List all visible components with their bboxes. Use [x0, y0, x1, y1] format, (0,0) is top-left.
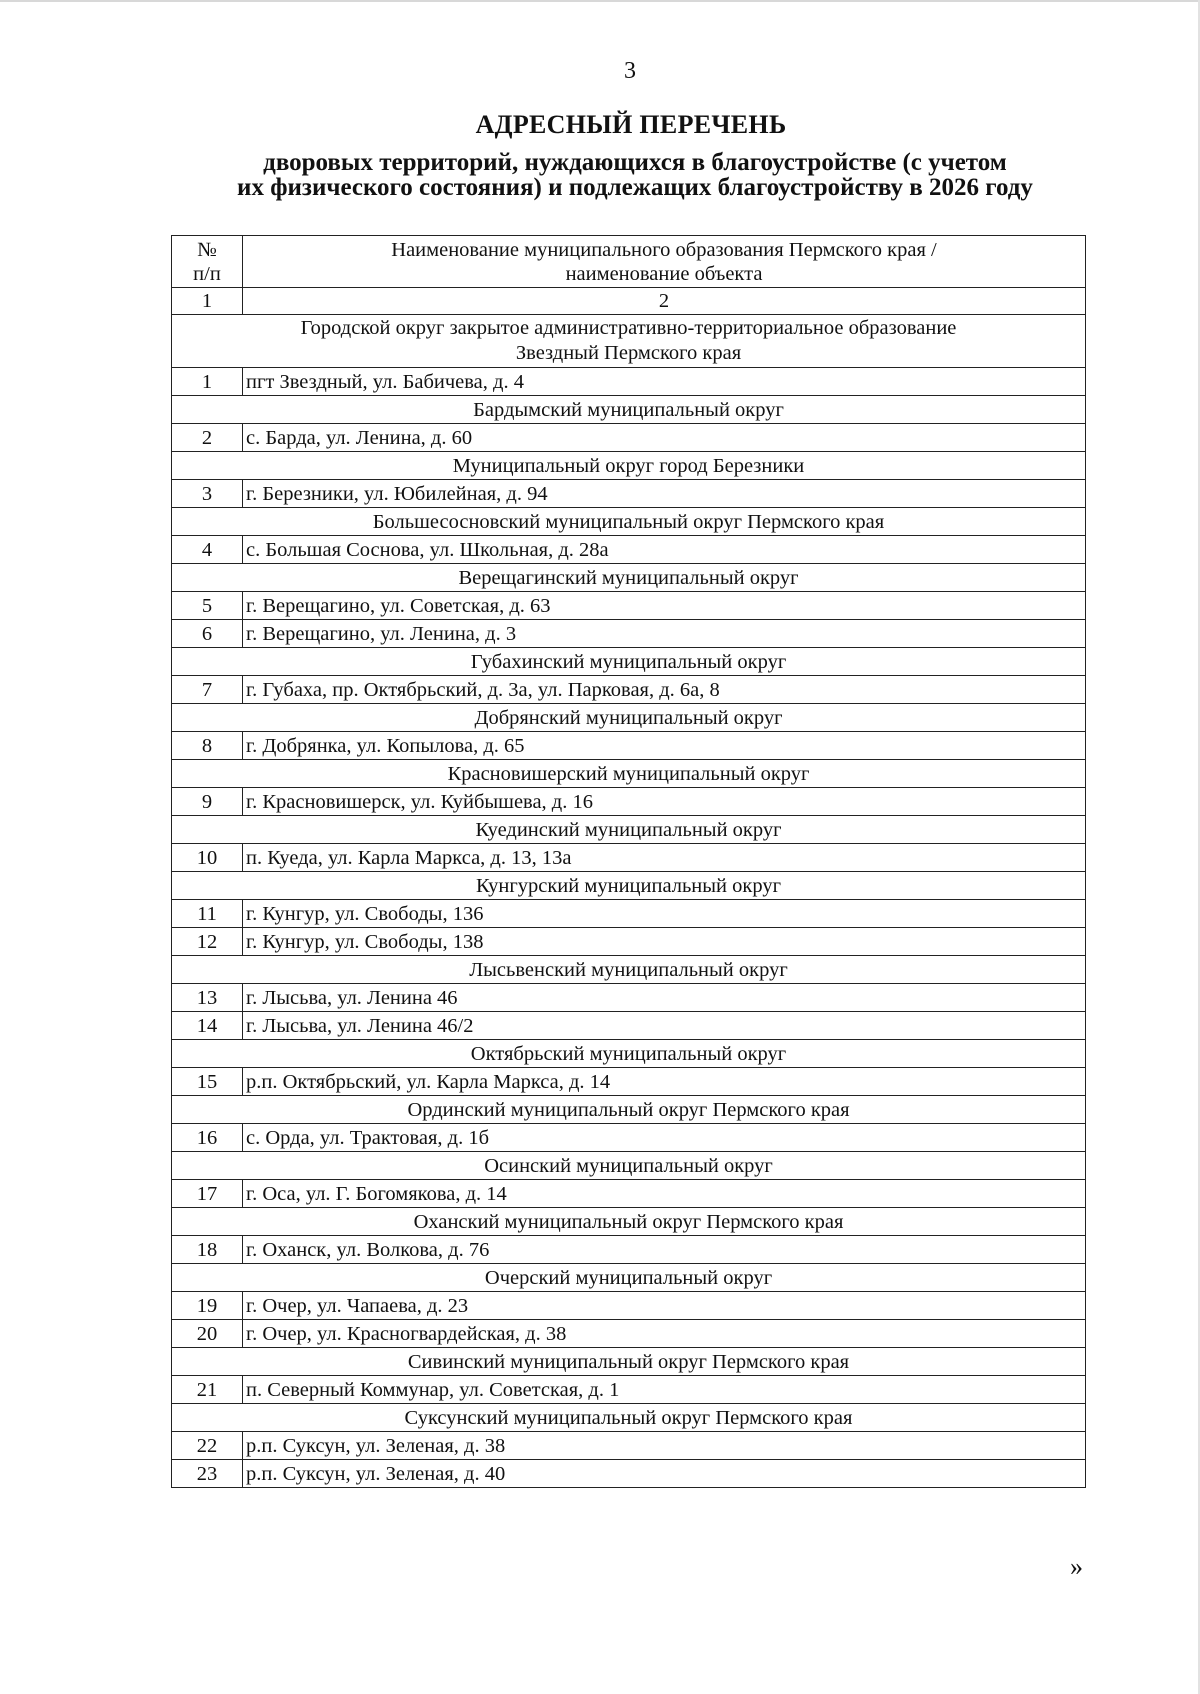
- municipality-name-line-1: Лысьвенский муниципальный округ: [469, 958, 788, 981]
- object-address: г. Лысьва, ул. Ленина 46: [243, 984, 1086, 1012]
- object-address: г. Очер, ул. Красногвардейская, д. 38: [243, 1320, 1086, 1348]
- row-number: 22: [172, 1432, 243, 1460]
- municipality-name: [172, 508, 1086, 536]
- row-number: 2: [172, 424, 243, 452]
- municipality-name: [172, 1348, 1086, 1376]
- municipality-name: [172, 564, 1086, 592]
- row-number: 17: [172, 1180, 243, 1208]
- object-address: р.п. Суксун, ул. Зеленая, д. 40: [243, 1460, 1086, 1488]
- municipality-name-line-1: Губахинский муниципальный округ: [470, 650, 787, 673]
- municipality-name: [172, 1040, 1086, 1068]
- object-address: г. Губаха, пр. Октябрьский, д. 3а, ул. Парковая, д. 6а, 8: [243, 676, 1086, 704]
- row-number: 16: [172, 1124, 243, 1152]
- row-number: 6: [172, 620, 243, 648]
- row-number: 15: [172, 1068, 243, 1096]
- municipality-group-row: [172, 396, 1086, 424]
- municipality-group-row: [172, 1208, 1086, 1236]
- row-number: 14: [172, 1012, 243, 1040]
- row-number: 7: [172, 676, 243, 704]
- table-row: [172, 1292, 1086, 1320]
- row-number: 19: [172, 1292, 243, 1320]
- municipality-name-line-1: Октябрьский муниципальный округ: [470, 1042, 787, 1065]
- municipality-name: [172, 1264, 1086, 1292]
- municipality-name-line-1: Сивинский муниципальный округ Пермского края: [407, 1350, 850, 1373]
- municipality-name-line-1: Очерский муниципальный округ: [484, 1266, 773, 1289]
- header-name-cell: [243, 236, 1086, 288]
- document-title: АДРЕСНЫЙ ПЕРЕЧЕНЬ: [475, 110, 787, 139]
- subtitle-line-1: дворовых территорий, нуждающихся в благоустройстве (с учетом: [263, 149, 1007, 176]
- municipality-name: [172, 1096, 1086, 1124]
- municipality-group-row: [172, 760, 1086, 788]
- row-number: 23: [172, 1460, 243, 1488]
- table-row: [172, 1180, 1086, 1208]
- municipality-name: [172, 1152, 1086, 1180]
- document-subtitle: [170, 150, 1100, 200]
- object-address: с. Барда, ул. Ленина, д. 60: [243, 424, 1086, 452]
- municipality-group-row: [172, 1096, 1086, 1124]
- header-name-line-1: Наименование муниципального образования Пермского края /: [391, 238, 937, 261]
- municipality-group-row: [172, 704, 1086, 732]
- municipality-group-row: [172, 648, 1086, 676]
- object-address: пгт Звездный, ул. Бабичева, д. 4: [243, 368, 1086, 396]
- municipality-name-line-1: Осинский муниципальный округ: [484, 1154, 773, 1177]
- municipality-group-row: [172, 1040, 1086, 1068]
- table-row: [172, 844, 1086, 872]
- table-row: [172, 1320, 1086, 1348]
- column-number-1: 1: [172, 288, 243, 315]
- header-number-cell: [172, 236, 243, 288]
- row-number: 13: [172, 984, 243, 1012]
- object-address: г. Верещагино, ул. Советская, д. 63: [243, 592, 1086, 620]
- table-row: [172, 424, 1086, 452]
- continuation-mark: »: [1070, 1552, 1083, 1581]
- municipality-name: [172, 452, 1086, 480]
- object-address: г. Очер, ул. Чапаева, д. 23: [243, 1292, 1086, 1320]
- table-row: [172, 1376, 1086, 1404]
- municipality-name: [172, 704, 1086, 732]
- municipality-group-row: [172, 1152, 1086, 1180]
- municipality-name: [172, 315, 1086, 368]
- object-address: р.п. Суксун, ул. Зеленая, д. 38: [243, 1432, 1086, 1460]
- municipality-name: [172, 1208, 1086, 1236]
- table-row: [172, 1432, 1086, 1460]
- municipality-name: [172, 816, 1086, 844]
- row-number: 3: [172, 480, 243, 508]
- table-row: [172, 592, 1086, 620]
- object-address: г. Березники, ул. Юбилейная, д. 94: [243, 480, 1086, 508]
- row-number: 20: [172, 1320, 243, 1348]
- municipality-group-row: [172, 816, 1086, 844]
- object-address: с. Орда, ул. Трактовая, д. 1б: [243, 1124, 1086, 1152]
- object-address: г. Кунгур, ул. Свободы, 138: [243, 928, 1086, 956]
- row-number: 21: [172, 1376, 243, 1404]
- table-row: [172, 1460, 1086, 1488]
- municipality-name: [172, 648, 1086, 676]
- object-address: р.п. Октябрьский, ул. Карла Маркса, д. 14: [243, 1068, 1086, 1096]
- row-number: 5: [172, 592, 243, 620]
- municipality-group-row: [172, 508, 1086, 536]
- municipality-group-row: [172, 452, 1086, 480]
- municipality-group-row: [172, 956, 1086, 984]
- address-list-table: [171, 235, 1086, 1488]
- municipality-name-line-1: Городской округ закрытое административно-территориальное образование: [300, 317, 957, 339]
- object-address: г. Верещагино, ул. Ленина, д. 3: [243, 620, 1086, 648]
- row-number: 4: [172, 536, 243, 564]
- table-row: [172, 536, 1086, 564]
- municipality-name-line-1: Оханский муниципальный округ Пермского края: [413, 1210, 844, 1233]
- table-row: [172, 732, 1086, 760]
- municipality-group-row: [172, 315, 1086, 368]
- row-number: 18: [172, 1236, 243, 1264]
- municipality-name-line-1: Красновишерский муниципальный округ: [447, 762, 810, 785]
- header-number-symbol: №: [197, 238, 217, 261]
- municipality-name-line-1: Кунгурский муниципальный округ: [475, 874, 781, 897]
- subtitle-line-2: их физического состояния) и подлежащих благоустройству в 2026 году: [237, 174, 1033, 201]
- table-row: [172, 620, 1086, 648]
- object-address: г. Лысьва, ул. Ленина 46/2: [243, 1012, 1086, 1040]
- municipality-name-line-2: Звездный Пермского края: [515, 342, 742, 364]
- municipality-name: [172, 760, 1086, 788]
- table-row: [172, 1236, 1086, 1264]
- municipality-name-line-1: Куединский муниципальный округ: [475, 818, 782, 841]
- scan-edge-top: [0, 0, 1200, 2]
- row-number: 11: [172, 900, 243, 928]
- header-number-abbrev: п/п: [193, 262, 221, 285]
- row-number: 10: [172, 844, 243, 872]
- table-row: [172, 928, 1086, 956]
- municipality-name-line-1: Ординский муниципальный округ Пермского края: [407, 1098, 850, 1121]
- table-row: [172, 1012, 1086, 1040]
- table-row: [172, 900, 1086, 928]
- table-row: [172, 1068, 1086, 1096]
- object-address: п. Куеда, ул. Карла Маркса, д. 13, 13а: [243, 844, 1086, 872]
- table-header-row: [172, 236, 1086, 288]
- municipality-group-row: [172, 564, 1086, 592]
- object-address: п. Северный Коммунар, ул. Советская, д. 1: [243, 1376, 1086, 1404]
- table-row: [172, 676, 1086, 704]
- object-address: г. Оханск, ул. Волкова, д. 76: [243, 1236, 1086, 1264]
- table-row: [172, 788, 1086, 816]
- table-row: [172, 1124, 1086, 1152]
- municipality-name-line-1: Добрянский муниципальный округ: [474, 706, 783, 729]
- municipality-group-row: [172, 1264, 1086, 1292]
- page-number: 3: [624, 58, 636, 84]
- table-row: [172, 368, 1086, 396]
- object-address: с. Большая Соснова, ул. Школьная, д. 28а: [243, 536, 1086, 564]
- municipality-name-line-1: Большесосновский муниципальный округ Пермского края: [372, 510, 885, 533]
- column-number-row: [172, 288, 1086, 315]
- column-number-2: 2: [243, 288, 1086, 315]
- row-number: 1: [172, 368, 243, 396]
- row-number: 12: [172, 928, 243, 956]
- municipality-name-line-1: Муниципальный округ город Березники: [452, 454, 805, 477]
- row-number: 8: [172, 732, 243, 760]
- table-row: [172, 480, 1086, 508]
- object-address: г. Красновишерск, ул. Куйбышева, д. 16: [243, 788, 1086, 816]
- municipality-name: [172, 396, 1086, 424]
- municipality-group-row: [172, 872, 1086, 900]
- header-name-line-2: наименование объекта: [565, 262, 763, 285]
- object-address: г. Кунгур, ул. Свободы, 136: [243, 900, 1086, 928]
- row-number: 9: [172, 788, 243, 816]
- municipality-name-line-1: Бардымский муниципальный округ: [473, 398, 784, 421]
- municipality-name-line-1: Суксунский муниципальный округ Пермского края: [404, 1406, 853, 1429]
- municipality-group-row: [172, 1404, 1086, 1432]
- object-address: г. Добрянка, ул. Копылова, д. 65: [243, 732, 1086, 760]
- municipality-group-row: [172, 1348, 1086, 1376]
- table-row: [172, 984, 1086, 1012]
- object-address: г. Оса, ул. Г. Богомякова, д. 14: [243, 1180, 1086, 1208]
- municipality-name: [172, 1404, 1086, 1432]
- municipality-name: [172, 872, 1086, 900]
- municipality-name: [172, 956, 1086, 984]
- municipality-name-line-1: Верещагинский муниципальный округ: [458, 566, 799, 589]
